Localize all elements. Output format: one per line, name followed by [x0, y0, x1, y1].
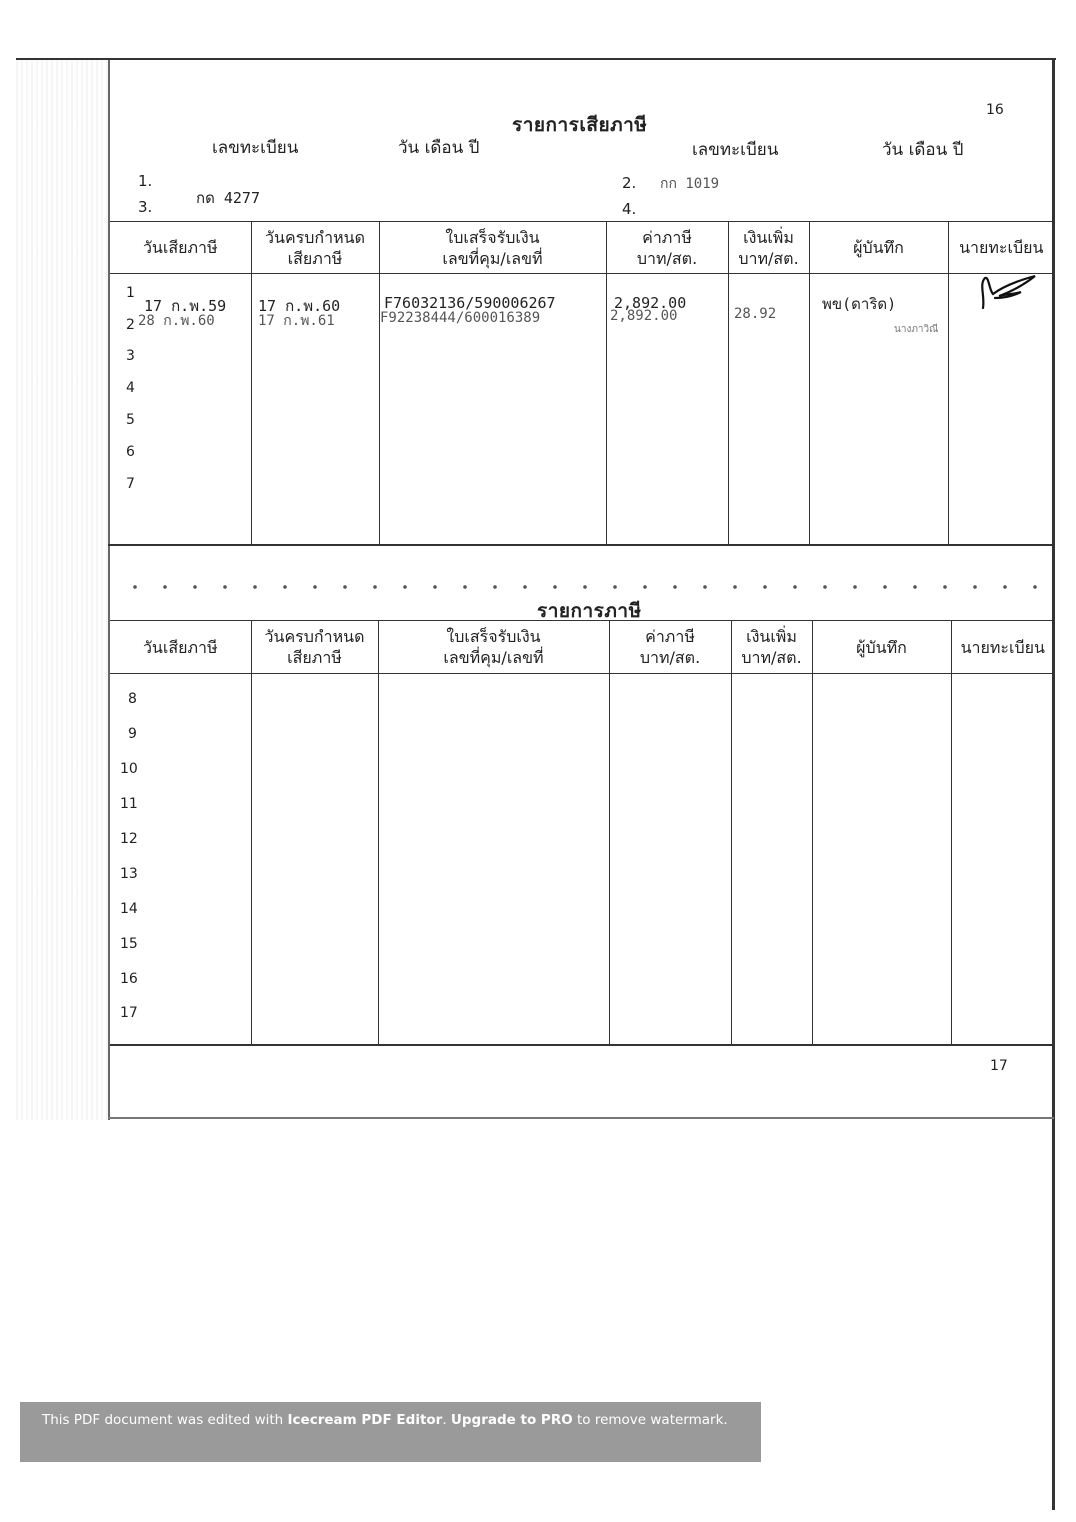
section-divider — [108, 544, 1054, 546]
date-header-left: วัน เดือน ปี — [398, 138, 480, 158]
header-surcharge: เงินเพิ่ม บาท/สต. — [731, 621, 812, 674]
tax-payment-table-1 — [110, 221, 1054, 545]
editor-watermark-banner: This PDF document was edited with Icecream PDF Editor. Upgrade to PRO to remove watermark. — [20, 1402, 761, 1462]
table2-bottom-rule — [110, 1044, 1054, 1046]
reg-entry-value-2: กก 1019 — [660, 176, 720, 192]
tax-payment-title: รายการเสียภาษี — [512, 114, 648, 136]
reg-entry-num-4: 4. — [622, 200, 637, 218]
page-number-top: 16 — [986, 102, 1004, 118]
row-number: 12 — [120, 831, 138, 847]
reg-entry-value-1: กด 4277 — [196, 189, 260, 207]
row1-receipt: F76032136/590006267 — [384, 294, 556, 312]
row-number: 15 — [120, 936, 138, 952]
row2-tax: 2,892.00 — [610, 308, 678, 324]
row-number: 10 — [120, 761, 138, 777]
row2-due-date: 17 ก.พ.61 — [258, 313, 335, 329]
date-header-right: วัน เดือน ปี — [882, 140, 964, 160]
row-number: 2 — [126, 317, 135, 333]
row-number: 1 — [126, 285, 135, 301]
row-number: 8 — [128, 691, 137, 707]
registrar-signature — [955, 272, 1045, 312]
header-pay-date: วันเสียภาษี — [110, 222, 251, 274]
row-number: 14 — [120, 901, 138, 917]
header-pay-date: วันเสียภาษี — [110, 621, 251, 674]
reg-entry-num-2: 2. — [622, 174, 637, 192]
header-recorder: ผู้บันทึก — [809, 222, 948, 274]
header-surcharge: เงินเพิ่ม บาท/สต. — [728, 222, 809, 274]
reg-entry-num-1: 1. — [138, 172, 153, 190]
dotted-line — [120, 584, 1050, 590]
row-number: 17 — [120, 1005, 138, 1021]
tax-payment-table-2 — [110, 620, 1054, 1045]
row2-pay-date: 28 ก.พ.60 — [138, 313, 215, 329]
row-number: 4 — [126, 380, 135, 396]
header-due-date: วันครบกำหนด เสียภาษี — [251, 621, 378, 674]
row-number: 7 — [126, 476, 135, 492]
row1-recorder: พข(ดาริด) — [822, 295, 897, 313]
header-receipt: ใบเสร็จรับเงิน เลขที่คุม/เลขที่ — [379, 222, 606, 274]
reg-entry-num-3: 3. — [138, 198, 153, 216]
registrar-stamp-text: นางภาวิณี — [894, 324, 939, 335]
row-number: 16 — [120, 971, 138, 987]
row2-surcharge: 28.92 — [734, 306, 777, 322]
row-number: 11 — [120, 796, 138, 812]
row-number: 13 — [120, 866, 138, 882]
reg-no-header-right: เลขทะเบียน — [692, 140, 779, 160]
left-scan-shade — [16, 60, 110, 1120]
row1-pay-date: 17 ก.พ.59 — [144, 297, 227, 315]
header-registrar: นายทะเบียน — [948, 222, 1054, 274]
row1-tax: 2,892.00 — [614, 294, 687, 312]
header-tax: ค่าภาษี บาท/สต. — [606, 222, 728, 274]
header-due-date: วันครบกำหนด เสียภาษี — [251, 222, 379, 274]
reg-no-header-left: เลขทะเบียน — [212, 138, 299, 158]
row-number: 6 — [126, 444, 135, 460]
row-number: 9 — [128, 726, 137, 742]
bottom-border — [108, 1117, 1054, 1119]
row2-receipt: F92238444/600016389 — [380, 310, 541, 326]
row-number: 5 — [126, 412, 135, 428]
header-registrar: นายทะเบียน — [951, 621, 1054, 674]
header-tax: ค่าภาษี บาท/สต. — [609, 621, 731, 674]
header-receipt: ใบเสร็จรับเงิน เลขที่คุม/เลขที่ — [378, 621, 609, 674]
page-number-bottom: 17 — [990, 1058, 1008, 1074]
row1-due-date: 17 ก.พ.60 — [258, 297, 341, 315]
header-recorder: ผู้บันทึก — [812, 621, 951, 674]
tax-list-title: รายการภาษี — [537, 600, 642, 622]
row-number: 3 — [126, 348, 135, 364]
